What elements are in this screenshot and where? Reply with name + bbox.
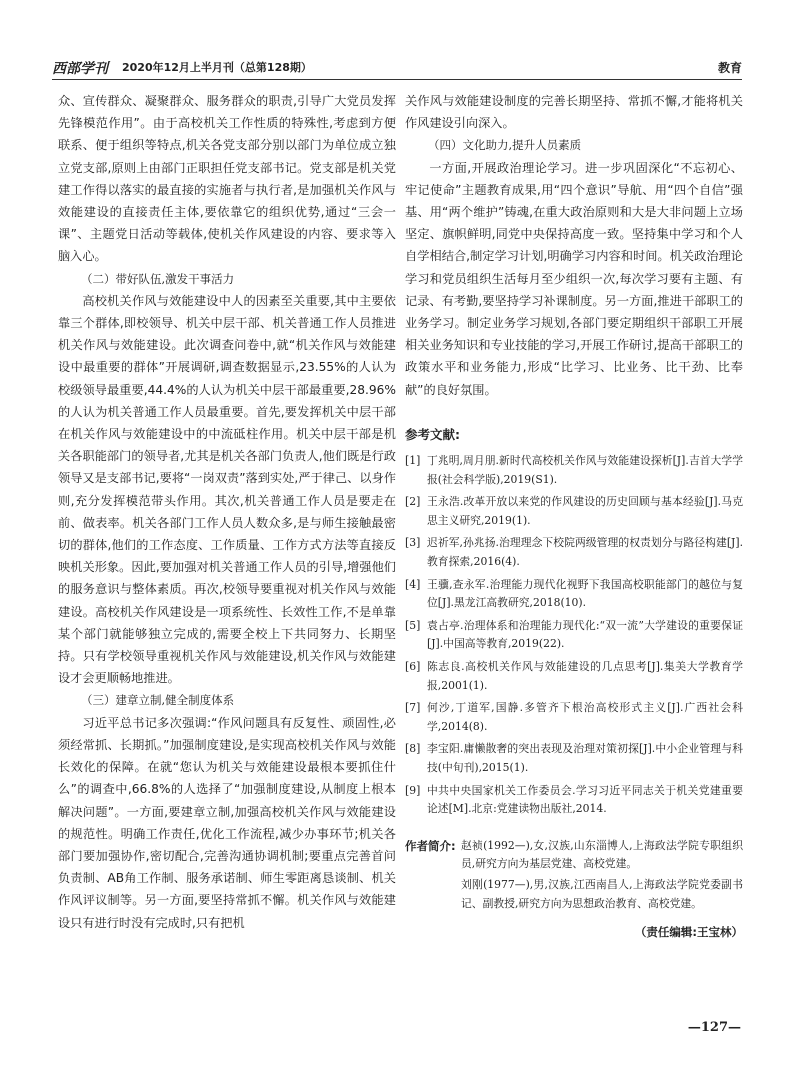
paragraph: 高校机关作风与效能建设中人的因素至关重要,其中主要依靠三个群体,即校领导、机关中层干部、机关普通工作人员推进机关作风与效能建设。此次调查问卷中,就“机关作风与效能建设中最重要的群体”开展调研,调查数据显示,23.55%的人认为校级领导最重要,44.4%的人认为机关中层干部最重要,28.96%的人认为机关普通工作人员最重要。首先,要发挥机关中层干部在机关作风与效能建设中的中流砥柱作用。机关中层干部是机关各职能部门的领导者,尤其是机关各部门负责人,他们既是行政领导又是支部书记,要将“一岗双责”落到实处,严于律己、以身作则,充分发挥模范带头作用。其次,机关普通工作人员是要走在前、做表率。机关各部门工作人员人数众多,是与师生接触最密切的群体,他们的工作态度、工作质量、工作方式方法等直接反映机关形象。因此,要加强对机关普通工作人员的引导,增强他们的服务意识与整体素质。再次,校领导要重视对机关作风与效能建设。高校机关作风建设是一项系统性、长效性工作,不是单靠某个部门就能够独立完成的,需要全校上下共同努力、长期坚持。只有学校领导重视机关作风与效能建设,机关作风与效能建设才会更顺畅地推进。 <box>58 293 396 686</box>
reference-item: [9] 中共中央国家机关工作委员会.学习习近平同志关于机关党建重要论述[M].北京:党建读物出版社,2014. <box>405 783 743 816</box>
author-bio: 刘刚(1977—),男,汉族,江西南昌人,上海政法学院党委副书记、副教授,研究方向为思想政治教育、高校党建。 <box>461 877 743 910</box>
reference-item: [6] 陈志良.高校机关作风与效能建设的几点思考[J].集美大学教育学报,2001(1). <box>405 659 743 692</box>
reference-item: [2] 王永浩.改革开放以来党的作风建设的历史回顾与基本经验[J].马克思主义研究,2019(1). <box>405 495 743 527</box>
right-column <box>405 90 743 943</box>
reference-item: [5] 袁占亭.治理体系和治理能力现代化:“双一流”大学建设的重要保证[J].中国高等教育,2019(22). <box>405 618 743 651</box>
journal-logo: 西部学刊 <box>52 61 108 77</box>
page-header <box>52 55 742 80</box>
author-info-label: 作者简介: <box>405 838 456 853</box>
reference-item: [4] 王骥,查永军.治理能力现代化视野下我国高校职能部门的越位与复位[J].黑龙江高教研究,2018(10). <box>405 577 743 610</box>
reference-item: [3] 迟祈军,孙兆扬.治理理念下校院两级管理的权责划分与路径构建[J].教育探索,2016(4). <box>405 536 743 569</box>
paragraph: 众、宣传群众、凝聚群众、服务群众的职责,引导广大党员发挥先锋模范作用”。由于高校机关工作性质的特殊性,考虑到方便联系、便于组织等特点,机关各党支部分别以部门为单位成立独立党支部,原则上由部门正职担任党支部书记。党支部是机关党建工作得以落实的最直接的实施者与执行者,是加强机关作风与效能建设的直接责任主体,要依靠它的组织优势,通过“三会一课”、主题党日活动等载体,使机关作风建设的内容、要求等入脑入心。 <box>58 94 396 264</box>
paragraph: 一方面,开展政治理论学习。进一步巩固深化“不忘初心、牢记使命”主题教育成果,用“四个意识”导航、用“四个自信”强基、用“两个维护”铸魂,在重大政治原则和大是大非问题上立场坚定、旗帜鲜明,同党中央保持高度一致。坚持集中学习和个人自学相结合,制定学习计划,明确学习内容和时间。机关政治理论学习和党员组织生活每月至少组织一次,每次学习要有主题、有记录、有考勤,要坚持学习补课制度。另一方面,推进干部职工的业务学习。制定业务学习规划,各部门要定期组织干部职工开展相关业务知识和专业技能的学习,开展工作研讨,提高干部职工的政策水平和业务能力,形成“比学习、比业务、比干劲、比奉献”的良好氛围。 <box>405 160 743 397</box>
left-column <box>58 90 396 934</box>
section-heading: （二）带好队伍,激发干事活力 <box>81 271 235 286</box>
issue-info: 2020年12月上半月刊（总第128期） <box>122 61 312 74</box>
responsible-editor: （责任编辑:王宝林） <box>634 925 743 940</box>
section-name: 教育 <box>717 61 742 75</box>
author-info <box>405 837 743 915</box>
paragraph: 关作风与效能建设制度的完善长期坚持、常抓不懈,才能将机关作风建设引向深入。 <box>405 94 743 131</box>
section-heading: （四）文化助力,提升人员素质 <box>428 138 582 153</box>
author-bio: 赵祯(1992—),女,汉族,山东淄博人,上海政法学院专职组织员,研究方向为基层党建、高校党建。 <box>461 838 743 871</box>
section-heading: （三）建章立制,健全制度体系 <box>81 693 235 708</box>
references-title: 参考文献: <box>405 426 460 442</box>
references-list <box>405 452 743 819</box>
reference-item: [8] 李宝阳.庸懒散奢的突出表现及治理对策初探[J].中小企业管理与科技(中旬刊),2015(1). <box>405 742 743 774</box>
page-number: —127— <box>687 1020 741 1035</box>
reference-item: [7] 何沙,丁道军,国静.多管齐下根治高校形式主义[J].广西社会科学,2014(8). <box>405 701 743 733</box>
reference-item: [1] 丁兆明,周月朋.新时代高校机关作风与效能建设探析[J].吉首大学学报(社会科学版),2019(S1). <box>405 454 743 486</box>
paragraph: 习近平总书记多次强调:“作风问题具有反复性、顽固性,必须经常抓、长期抓。”加强制度建设,是实现高校机关作风与效能长效化的保障。在就“您认为机关与效能建设最根本要抓住什么”的调查中,66.8%的人选择了“加强制度建设,从制度上根本解决问题”。一方面,要建章立制,加强高校机关作风与效能建设的规范性。明确工作责任,优化工作流程,减少办事环节;机关各部门要加强协作,密切配合,完善沟通协调机制;要重点完善首问负责制、AB角工作制、服务承诺制、师生零距离恳谈制、机关作风评议制等。另一方面,要坚持常抓不懈。机关作风与效能建设只有进行时没有完成时,只有把机 <box>58 715 396 930</box>
